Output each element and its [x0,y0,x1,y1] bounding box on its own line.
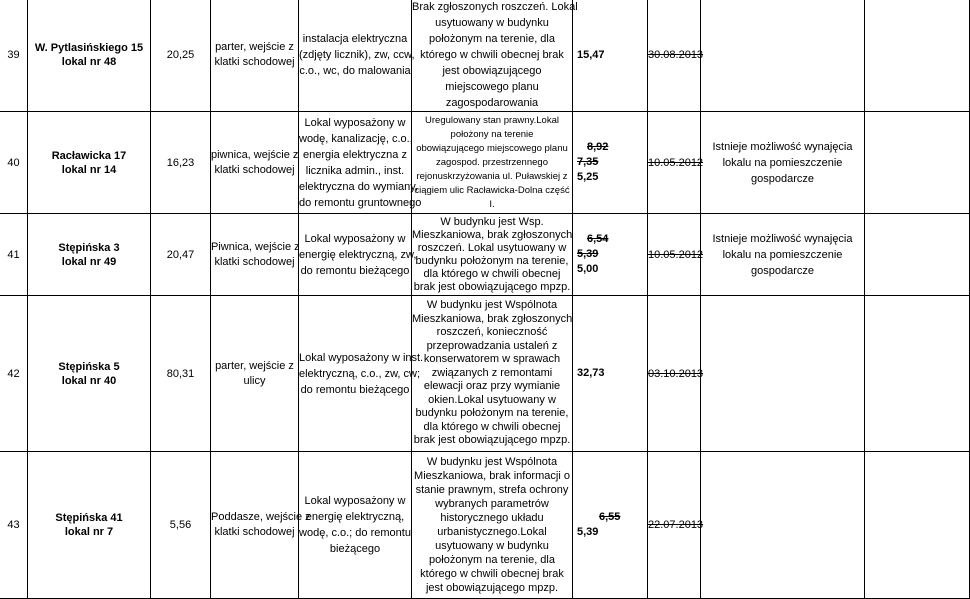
unit-number: lokal nr 48 [61,56,117,68]
use-line: lokalu na pomieszczenie [722,156,843,169]
legal-line: brak jest obowiązującego mpzp. [413,434,571,447]
date-cell [648,214,704,296]
legal-line: Mieszkaniowa, brak informacji o [414,470,570,482]
condition-cell [299,0,415,112]
date-cell [648,112,704,214]
row-number: 43 [0,452,28,599]
condition-cell [299,214,417,296]
legal-line: dla którego w chwili obecnej [423,267,561,280]
legal-line: jest obowiązującego [442,65,542,77]
legal-line: usytuowany w budynku [435,17,549,29]
condition-line: do remontu bieżącego [300,264,410,277]
legal-line: usytuowany w budynku [435,540,549,552]
condition-line: licznika admin., inst. [305,164,405,177]
date-cell [648,452,704,599]
legal-line: roszczeń. Lokal usytuowany w [417,241,567,254]
table-row [0,452,970,599]
condition-line: (zdjęty licznik), zw, ccw, [299,49,415,61]
condition-cell [299,296,424,452]
legal-line: Mieszkaniowa, brak zgłoszonych [412,228,573,241]
location-line: klatki schodowej [214,163,295,176]
table-row [0,0,970,112]
use-line: gospodarcze [751,264,814,277]
area-cell: 20,47 [151,214,211,296]
rent-value: 5,25 [577,171,599,183]
legal-line: zagospodarowania [445,97,539,109]
condition-line: wodę, kanalizację, c.o., [299,132,413,145]
location-line: parter, wejście z [215,359,294,372]
table-row [0,112,970,214]
rent-value: 15,47 [577,48,605,61]
condition-line: elektryczną, c.o., zw, cw; [299,367,421,380]
condition-line: Lokal wyposażony w inst. [299,351,424,364]
rent-cell [573,452,648,599]
location-cell [211,112,299,214]
condition-line: bieżącego [329,543,381,555]
legal-line: związanych z remontami [431,366,553,379]
location-line: ulicy [243,374,266,387]
location-line: klatki schodowej [214,56,295,68]
notes-cell [865,452,970,599]
location-line: Piwnica, wejście z [211,240,300,253]
location-line: piwnica, wejście z [211,148,299,161]
legal-line: W budynku jest Wspólnota [426,456,558,468]
legal-line: dla którego w chwili obecnej [423,420,561,433]
legal-line: miejscowego planu [445,81,539,93]
area-cell: 16,23 [151,112,211,214]
legal-line: Uregulowany stan prawny.Lokal [425,114,559,126]
area-cell: 20,25 [151,0,211,112]
use-line: Istnieje możliwość wynajęcia [712,140,853,153]
legal-line: którego w chwili obecnej brak [420,49,564,61]
condition-line: instalacja elektryczna [302,33,408,45]
rent-value: 32,73 [577,367,605,379]
legal-line: Mieszkaniowa, brak zgłoszonych [412,312,573,325]
legal-line: budynku położonym na terenie, [415,254,569,267]
date-value: 03.10.2013 [648,367,704,380]
previous-rent-value: 7,35 [577,156,599,168]
use-cell [701,0,865,112]
condition-line: Lokal wyposażony w [304,495,406,507]
row-number: 42 [0,296,28,452]
use-cell [701,214,865,296]
rent-cell [573,112,648,214]
row-number: 41 [0,214,28,296]
legal-line: położony na terenie [450,128,534,140]
street: Stępińska 3 [58,241,120,254]
use-cell [701,112,865,214]
legal-line: stanie prawnym, strefa ochrony [415,484,569,496]
legal-status-cell [412,0,578,112]
date-value: 22.07.2013 [648,519,704,531]
address-cell [28,214,151,296]
legal-line: W budynku jest Wspólnota [426,299,558,312]
address-cell [28,0,151,112]
previous-rent-value: 6,55 [599,511,621,523]
legal-line: zagospod. przestrzennego [436,156,548,168]
previous-rent-value: 5,39 [577,248,599,260]
location-cell [211,452,311,599]
legal-line: rejonuskrzyżowania ul. Puławskiej z [416,170,568,182]
date-value: 10.05.2012 [648,156,704,169]
location-line: Poddasze, wejście z [211,511,311,523]
condition-line: c.o., wc, do malowania [299,65,411,77]
rent-cell [573,296,648,452]
condition-line: Lokal wyposażony w [304,116,406,129]
legal-line: Brak zgłoszonych roszczeń. Lokal [412,1,578,13]
condition-line: Lokal wyposażony w [304,232,406,245]
unit-number: lokal nr 40 [61,374,117,387]
area-cell: 5,56 [151,452,211,599]
rent-value: 5,39 [577,526,599,538]
legal-line: roszczeń, konieczność [436,326,548,339]
notes-cell [865,112,970,214]
date-cell [648,296,704,452]
rent-cell [573,214,648,296]
street: Racławicka 17 [51,149,127,162]
rent-value: 5,00 [577,263,599,275]
legal-line: położonym na terenie, dla [429,554,555,566]
use-line: Istnieje możliwość wynajęcia [712,232,853,245]
date-cell [648,0,704,112]
condition-line: wodę, c.o.; do remontu [299,527,411,539]
use-cell [701,452,865,599]
legal-line: przeprowadzania ustaleń z [426,339,558,352]
use-cell [701,296,865,452]
unit-number: lokal nr 49 [61,255,117,268]
table-row [0,296,970,452]
condition-line: elektryczna do wymiany, [299,180,419,193]
table-row [0,214,970,296]
street: W. Pytlasińskiego 15 [34,42,144,54]
area-cell: 80,31 [151,296,211,452]
legal-status-cell [412,296,573,452]
condition-line: energię elektryczną, zw, [299,248,417,261]
notes-cell [865,296,970,452]
legal-line: urbanistycznego.Lokal [437,526,547,538]
unit-number: lokal nr 7 [64,526,114,538]
condition-line: do remontu gruntownego [299,196,422,209]
legal-line: jest obowiązującego mpzp. [425,582,559,594]
legal-line: ciągiem ulic Racławicka-Dolna część [414,184,570,196]
rent-cell [573,0,648,112]
legal-line: okien.Lokal usytuowany w [428,393,556,406]
legal-line: którego w chwili obecnej brak [420,568,564,580]
legal-line: obowiązującego miejscowego planu [416,142,568,154]
use-line: lokalu na pomieszczenie [722,248,843,261]
legal-line: konserwatorem w sprawach [423,353,561,366]
notes-cell [865,0,970,112]
address-cell [28,296,151,452]
condition-line: do remontu bieżącego [300,383,410,396]
previous-rent-value: 6,54 [587,233,609,245]
location-line: klatki schodowej [214,255,295,268]
date-value: 30.08.2013 [648,49,704,61]
location-cell [211,0,299,112]
legal-line: historycznego układu [440,512,544,524]
legal-line: położonym na terenie, dla [429,33,555,45]
legal-line: wybranych parametrów [435,498,549,510]
row-number: 39 [0,0,28,112]
legal-status-cell [412,112,573,214]
legal-line: I. [489,198,495,210]
legal-line: W budynku jest Wsp. [440,215,544,228]
notes-cell [865,214,970,296]
condition-cell [299,452,412,599]
previous-rent-value: 8,92 [587,141,609,153]
location-line: parter, wejście z [215,41,294,53]
address-cell [28,452,151,599]
use-line: gospodarcze [751,172,814,185]
condition-line: energia elektryczna z [303,148,407,161]
legal-status-cell [412,214,573,296]
legal-line: budynku położonym na terenie, [415,407,569,420]
condition-line: energię elektryczną, [305,511,405,523]
street: Stępińska 5 [58,360,120,373]
address-cell [28,112,151,214]
location-cell [211,296,299,452]
legal-status-cell [412,452,573,599]
date-value: 10.05.2012 [648,248,704,261]
legal-line: brak jest obowiązującego mpzp. [413,280,571,293]
condition-cell [299,112,422,214]
row-number: 40 [0,112,28,214]
legal-line: elewacji oraz przy wymianie [423,380,561,393]
location-line: klatki schodowej [214,526,295,538]
location-cell [211,214,299,296]
street: Stępińska 41 [55,512,123,524]
unit-number: lokal nr 14 [61,163,117,176]
